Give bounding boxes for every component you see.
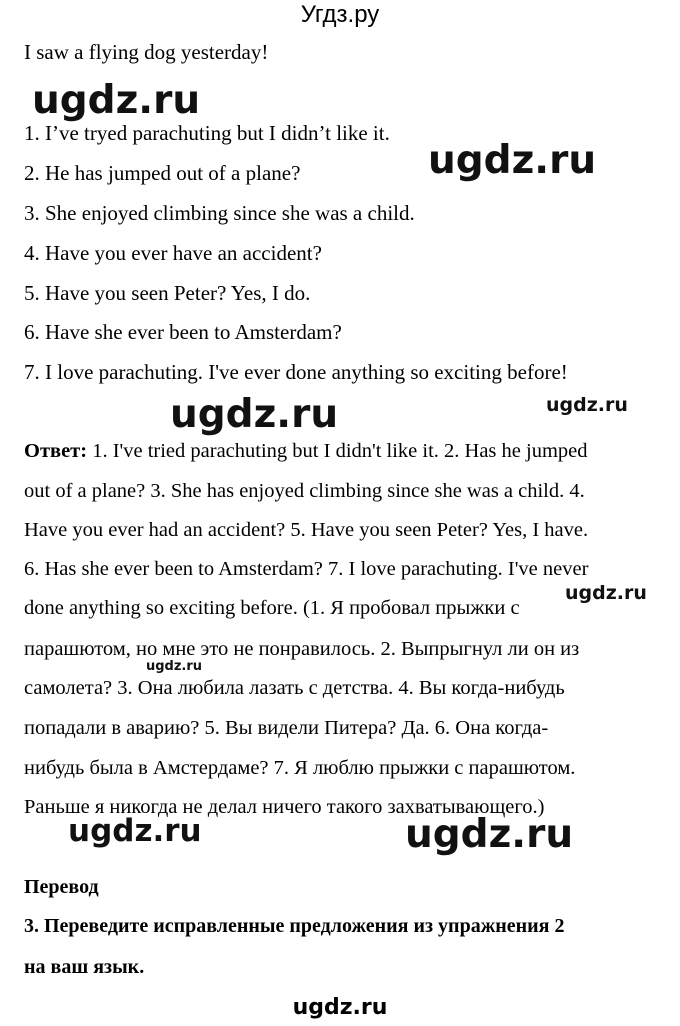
task-line-2: на ваш язык. bbox=[24, 956, 145, 978]
answer-line-9: нибудь была в Амстердаме? 7. Я люблю прыжки с парашютом. bbox=[24, 757, 576, 779]
exercise-item-6: 6. Have she ever been to Amsterdam? bbox=[24, 320, 342, 344]
exercise-item-5: 5. Have you seen Peter? Yes, I do. bbox=[24, 281, 311, 305]
exercise-item-1: 1. I’ve tryed parachuting but I didn’t like it. bbox=[24, 121, 390, 145]
answer-line-8: попадали в аварию? 5. Вы видели Питера? Да. 6. Она когда- bbox=[24, 717, 549, 739]
answer-line-10: Раньше я никогда не делал ничего такого захватывающего.) bbox=[24, 796, 545, 818]
answer-line-2: out of a plane? 3. She has enjoyed climbing since she was a child. 4. bbox=[24, 480, 585, 502]
watermark-text: ugdz.ru bbox=[565, 582, 647, 604]
watermark-text: ugdz.ru bbox=[68, 813, 202, 849]
exercise-item-7: 7. I love parachuting. I've ever done anything so exciting before! bbox=[24, 360, 568, 384]
footer-watermark: ugdz.ru bbox=[292, 995, 388, 1020]
answer-line-3: Have you ever had an accident? 5. Have you seen Peter? Yes, I have. bbox=[24, 519, 589, 541]
answer-label: Ответ: bbox=[24, 440, 88, 462]
intro-line: I saw a flying dog yesterday! bbox=[24, 40, 269, 64]
translation-heading: Перевод bbox=[24, 876, 99, 898]
answer-line-4: 6. Has she ever been to Amsterdam? 7. I love parachuting. I've never bbox=[24, 558, 589, 580]
answer-first-line: 1. I've tried parachuting but I didn't like it. 2. Has he jumped bbox=[87, 440, 588, 462]
task-line-1: 3. Переведите исправленные предложения из упражнения 2 bbox=[24, 915, 565, 937]
watermark-text: ugdz.ru bbox=[146, 659, 203, 674]
exercise-item-3: 3. She enjoyed climbing since she was a child. bbox=[24, 201, 415, 225]
answer-line-7: самолета? 3. Она любила лазать с детства. 4. Вы когда-нибудь bbox=[24, 677, 565, 699]
watermark-text: ugdz.ru bbox=[405, 812, 574, 857]
watermark-text: ugdz.ru bbox=[32, 78, 201, 123]
exercise-item-4: 4. Have you ever have an accident? bbox=[24, 241, 322, 265]
exercise-item-2: 2. He has jumped out of a plane? bbox=[24, 161, 301, 185]
answer-line-1 bbox=[24, 440, 588, 463]
site-title: Угдз.ру bbox=[300, 1, 380, 28]
answer-line-6: парашютом, но мне это не понравилось. 2. Выпрыгнул ли он из bbox=[24, 638, 580, 660]
watermark-text: ugdz.ru bbox=[170, 392, 339, 437]
watermark-text: ugdz.ru bbox=[546, 394, 628, 416]
answer-line-5: done anything so exciting before. (1. Я пробовал прыжки с bbox=[24, 597, 520, 619]
watermark-text: ugdz.ru bbox=[428, 138, 597, 183]
